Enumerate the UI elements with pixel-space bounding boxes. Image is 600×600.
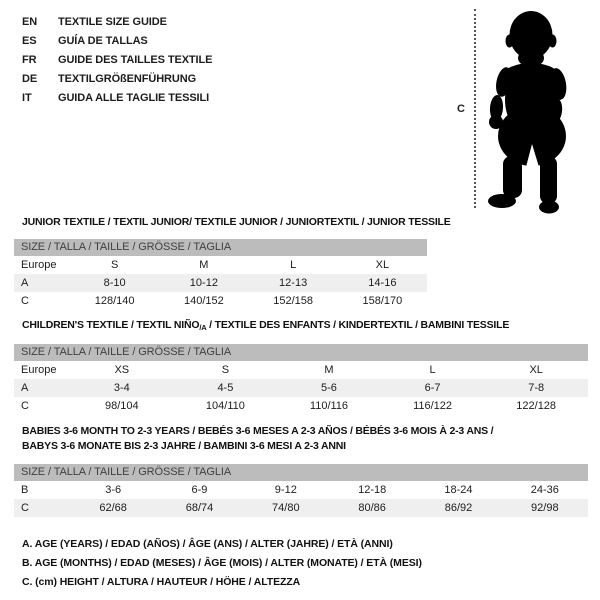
table-cell: 8-10	[103, 277, 126, 289]
junior-table-rows	[14, 256, 427, 310]
language-row	[22, 89, 212, 108]
table-cell: 12-18	[358, 484, 387, 496]
table-cell: 86/92	[444, 502, 473, 514]
size-header-bar: SIZE / TALLA / TAILLE / GRÖSSE / TAGLIA	[14, 344, 588, 361]
language-guide-title: GUIDA ALLE TAGLIE TESSILI	[58, 92, 210, 104]
table-cell: 104/110	[205, 400, 245, 412]
table-cell: XL	[529, 364, 543, 376]
babies-section-title	[22, 424, 493, 454]
language-code: FR	[22, 54, 37, 66]
table-row	[14, 397, 588, 415]
table-cell: L	[429, 364, 436, 376]
children-table-rows	[14, 361, 588, 415]
language-code: EN	[22, 16, 38, 28]
table-cell: 80/86	[358, 502, 386, 514]
language-row	[22, 51, 212, 70]
table-cell: 9-12	[274, 484, 297, 496]
baby-silhouette-figure	[482, 8, 582, 214]
table-cell: L	[290, 259, 297, 271]
language-guide-title: TEXTILE SIZE GUIDE	[58, 16, 167, 28]
table-cell: 6-9	[191, 484, 208, 496]
table-cell: 5-6	[321, 382, 337, 394]
table-cell: 140/152	[183, 295, 224, 307]
table-cell: 92/98	[531, 502, 559, 514]
legend-line: B. AGE (MONTHS) / EDAD (MESES) / ÂGE (MOIS) / ALTER (MONATE) / ETÀ (MESI)	[22, 557, 422, 569]
table-cell: 110/116	[309, 400, 349, 412]
table-cell: 74/80	[272, 502, 300, 514]
babies-size-table	[14, 464, 588, 517]
language-guide-title: GUÍA DE TALLAS	[58, 35, 148, 47]
language-row	[22, 13, 212, 32]
table-cell: 152/158	[273, 295, 313, 307]
table-cell: XS	[114, 364, 130, 376]
children-section-title	[22, 319, 509, 331]
language-guide-title: GUIDE DES TAILLES TEXTILE	[58, 54, 213, 66]
language-code: ES	[22, 35, 37, 47]
table-cell: 24-36	[530, 484, 559, 496]
table-cell: XL	[375, 259, 390, 271]
table-cell: 7-8	[528, 382, 545, 394]
language-code: DE	[22, 73, 38, 85]
legend-line: C. (cm) HEIGHT / ALTURA / HAUTEUR / HÖHE / ALTEZZA	[22, 576, 301, 588]
children-title-subscript: /A	[199, 323, 207, 332]
row-label: Europe	[21, 259, 57, 271]
table-cell: 122/128	[516, 400, 557, 412]
table-cell: 62/68	[99, 502, 127, 514]
table-row	[14, 361, 588, 379]
table-row	[14, 292, 427, 310]
row-label: B	[21, 484, 29, 496]
row-label: C	[21, 502, 29, 514]
table-cell: 98/104	[104, 400, 139, 412]
row-label: Europe	[21, 364, 57, 376]
junior-size-table	[14, 239, 427, 310]
table-cell: 3-4	[113, 382, 130, 394]
table-cell: S	[110, 259, 119, 271]
figure-height-label: C	[457, 103, 465, 115]
table-cell: 116/122	[413, 400, 453, 412]
children-title-prefix: CHILDREN'S TEXTILE / TEXTIL NIÑO	[22, 319, 200, 331]
table-cell: M	[199, 259, 209, 271]
language-guide-title: TEXTILGRÖßENFÜHRUNG	[58, 73, 197, 85]
table-cell: 128/140	[94, 295, 135, 307]
table-cell: M	[324, 364, 334, 376]
row-label: C	[21, 295, 29, 307]
table-cell: 158/170	[362, 295, 403, 307]
table-row	[14, 274, 427, 292]
size-header-bar: SIZE / TALLA / TAILLE / GRÖSSE / TAGLIA	[14, 464, 588, 481]
row-label: A	[21, 277, 29, 289]
language-row	[22, 70, 212, 89]
table-cell: 68/74	[185, 502, 214, 514]
row-label: A	[21, 382, 29, 394]
table-cell: 3-6	[105, 484, 122, 496]
size-header-bar: SIZE / TALLA / TAILLE / GRÖSSE / TAGLIA	[14, 239, 427, 256]
table-cell: 12-13	[279, 277, 308, 289]
measure-legend	[22, 535, 422, 592]
table-row	[14, 499, 588, 517]
table-cell: 14-16	[368, 277, 397, 289]
children-title-suffix: / TEXTILE DES ENFANTS / KINDERTEXTIL / BAMBINI TESSILE	[206, 319, 510, 331]
height-dotted-line	[474, 9, 476, 208]
legend-line: A. AGE (YEARS) / EDAD (AÑOS) / ÂGE (ANS) / ALTER (JAHRE) / ETÀ (ANNI)	[22, 538, 393, 550]
language-row	[22, 32, 212, 51]
table-row	[14, 379, 588, 397]
table-cell: 18-24	[444, 484, 473, 496]
table-cell: 4-5	[217, 382, 234, 394]
children-size-table	[14, 344, 588, 415]
babies-table-rows	[14, 481, 588, 517]
language-code: IT	[22, 92, 32, 104]
junior-section-title: JUNIOR TEXTILE / TEXTIL JUNIOR/ TEXTILE JUNIOR / JUNIORTEXTIL / JUNIOR TESSILE	[22, 216, 451, 228]
language-title-list	[22, 13, 212, 108]
table-row	[14, 481, 588, 499]
table-row	[14, 256, 427, 274]
babies-title-line2: BABYS 3-6 MONATE BIS 2-3 JAHRE / BAMBINI 3-6 MESI A 2-3 ANNI	[22, 440, 346, 452]
row-label: C	[21, 400, 29, 412]
babies-title-line1: BABIES 3-6 MONTH TO 2-3 YEARS / BEBÉS 3-6 MESES A 2-3 AÑOS / BÉBÉS 3-6 MOIS À 2-3 ANS /	[22, 425, 494, 437]
table-cell: 6-7	[424, 382, 441, 394]
table-cell: S	[221, 364, 230, 376]
table-cell: 10-12	[189, 277, 218, 289]
